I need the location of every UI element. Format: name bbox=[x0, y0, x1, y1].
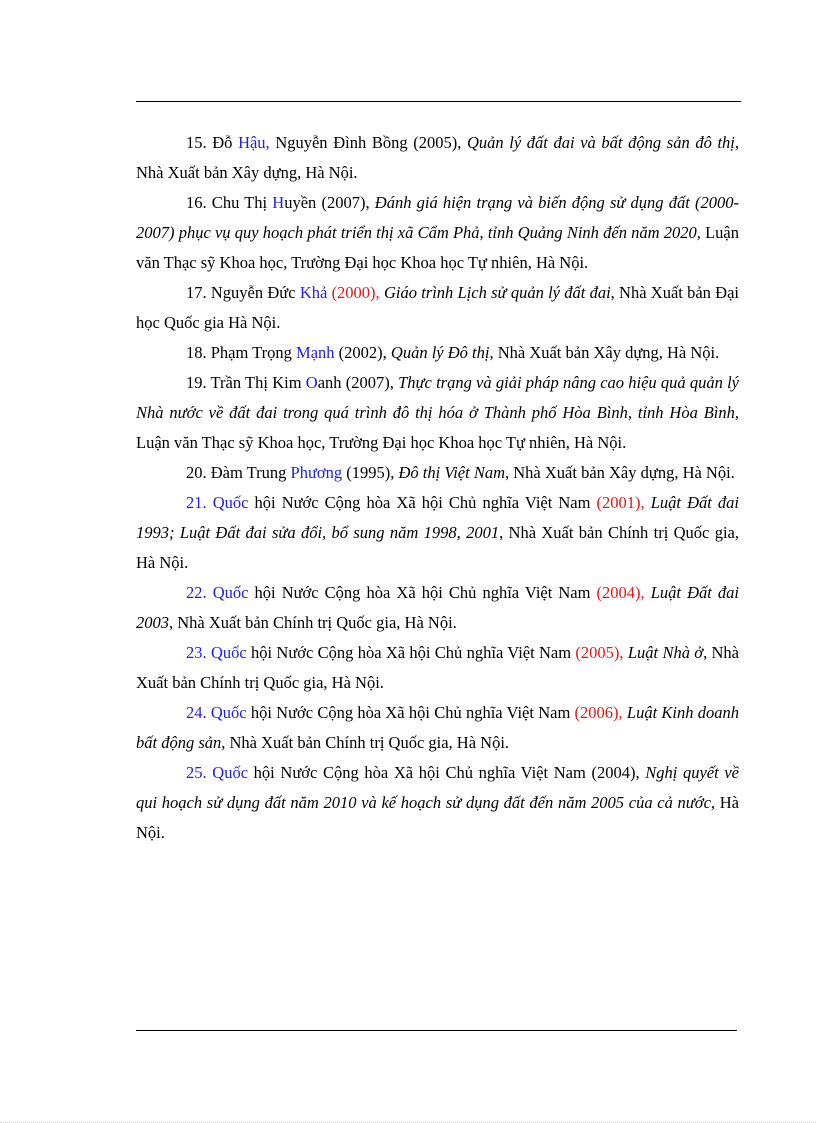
reference-text: (2005), bbox=[575, 643, 624, 662]
reference-title: Luật Kinh doanh bất động sản bbox=[136, 703, 739, 752]
reference-text: , Nhà Xuất bản Chính trị Quốc gia, Hà Nội. bbox=[136, 523, 739, 572]
reference-text: Luận văn Thạc sỹ Khoa học, Trường Đại học Khoa học Tự nhiên, Hà Nội. bbox=[136, 433, 627, 452]
reference-text: (2006), bbox=[574, 703, 623, 722]
reference-title: Quản lý Đô thị bbox=[390, 343, 490, 362]
reference-text: 17. Nguyễn Đức bbox=[186, 283, 300, 302]
reference-text: anh (2007), bbox=[317, 373, 399, 392]
reference-text: Hậu, bbox=[238, 133, 270, 152]
reference-item bbox=[136, 278, 739, 338]
reference-text: Nguyễn Đình Bồng (2005), bbox=[269, 133, 467, 152]
reference-text: 21. Quốc bbox=[186, 493, 249, 512]
reference-text: (2002), bbox=[334, 343, 391, 362]
reference-list bbox=[136, 128, 739, 848]
header-rule bbox=[136, 101, 741, 102]
reference-text: uyền (2007), bbox=[284, 193, 375, 212]
reference-text: , Nhà Xuất bản Xây dựng, Hà Nội. bbox=[136, 133, 739, 182]
reference-text: 25. Quốc bbox=[186, 763, 249, 782]
reference-text: , Nhà Xuất bản Xây dựng, Hà Nội. bbox=[489, 343, 720, 362]
reference-title: Giáo trình Lịch sử quản lý đất đai bbox=[383, 283, 611, 302]
reference-item bbox=[136, 338, 739, 368]
reference-item bbox=[136, 638, 739, 698]
footer-rule bbox=[136, 1030, 737, 1031]
reference-text: 16. Chu Thị bbox=[186, 193, 273, 212]
reference-text: Khả bbox=[299, 283, 328, 302]
reference-item bbox=[136, 758, 739, 848]
reference-text: , Nhà Xuất bản Chính trị Quốc gia, Hà Nội. bbox=[169, 613, 457, 632]
reference-text: 22. Quốc bbox=[186, 583, 249, 602]
reference-title: Luật Đất đai 1993; Luật Đất đai sửa đổi, bổ sung năm 1998, 2001 bbox=[136, 493, 739, 542]
reference-item bbox=[136, 128, 739, 188]
reference-title: Đánh giá hiện trạng và biến động sử dụng đất (2000-2007) phục vụ quy hoạch phát triển thị xã Cẩm Phả, tỉnh Quảng Ninh đến năm 2020, bbox=[136, 193, 739, 242]
reference-text: , Nhà Xuất bản Xây dựng, Hà Nội. bbox=[505, 463, 735, 482]
reference-title: Thực trạng và giải pháp nâng cao hiệu quả quản lý Nhà nước về đất đai trong quá trình đô thị hóa ở Thành phố Hòa Bình, tỉnh Hòa Bình, bbox=[136, 373, 740, 422]
reference-text: , Nhà Xuất bản Chính trị Quốc gia, Hà Nội. bbox=[221, 733, 510, 752]
reference-text: hội Nước Cộng hòa Xã hội Chủ nghĩa Việt Nam (2004), bbox=[248, 763, 646, 782]
reference-text: hội Nước Cộng hòa Xã hội Chủ nghĩa Việt Nam bbox=[246, 703, 575, 722]
reference-text: , Nhà Xuất bản Chính trị Quốc gia, Hà Nội. bbox=[136, 643, 740, 692]
reference-item bbox=[136, 188, 739, 278]
reference-item bbox=[136, 578, 739, 638]
reference-text: 18. Phạm Trọng bbox=[186, 343, 297, 362]
reference-title: Quản lý đất đai và bất động sản đô thị bbox=[466, 133, 735, 152]
reference-text: (2000), bbox=[327, 283, 380, 302]
reference-item bbox=[136, 698, 739, 758]
reference-text: , Hà Nội. bbox=[136, 793, 739, 842]
reference-text: Luận văn Thạc sỹ Khoa học, Trường Đại học Khoa học Tự nhiên, Hà Nội. bbox=[136, 223, 739, 272]
reference-text: hội Nước Cộng hòa Xã hội Chủ nghĩa Việt Nam bbox=[248, 493, 597, 512]
reference-item bbox=[136, 458, 739, 488]
reference-item bbox=[136, 488, 739, 578]
reference-text: 23. Quốc bbox=[186, 643, 247, 662]
reference-item bbox=[136, 368, 739, 458]
reference-title: Luật Nhà ở bbox=[627, 643, 704, 662]
reference-text: hội Nước Cộng hòa Xã hội Chủ nghĩa Việt Nam bbox=[246, 643, 576, 662]
reference-text: O bbox=[305, 373, 318, 392]
reference-text: Mạnh bbox=[296, 343, 335, 362]
reference-text: (1995), bbox=[342, 463, 399, 482]
reference-text: 19. Trần Thị Kim bbox=[186, 373, 306, 392]
reference-text: H bbox=[272, 193, 285, 212]
reference-text: 20. Đàm Trung bbox=[186, 463, 291, 482]
reference-text: (2001), bbox=[596, 493, 645, 512]
reference-text: , Nhà Xuất bản Đại học Quốc gia Hà Nội. bbox=[136, 283, 740, 332]
reference-title: Luật Đất đai 2003 bbox=[136, 583, 739, 632]
reference-text: (2004), bbox=[596, 583, 645, 602]
reference-title: Đô thị Việt Nam bbox=[398, 463, 505, 482]
reference-text: Phương bbox=[290, 463, 343, 482]
reference-text: 15. Đỗ bbox=[186, 133, 239, 152]
reference-text: hội Nước Cộng hòa Xã hội Chủ nghĩa Việt Nam bbox=[248, 583, 597, 602]
reference-title: Nghị quyết về qui hoạch sử dụng đất năm 2010 và kế hoạch sử dụng đất đến năm 2005 của cả nước bbox=[136, 763, 740, 812]
reference-text: 24. Quốc bbox=[186, 703, 247, 722]
